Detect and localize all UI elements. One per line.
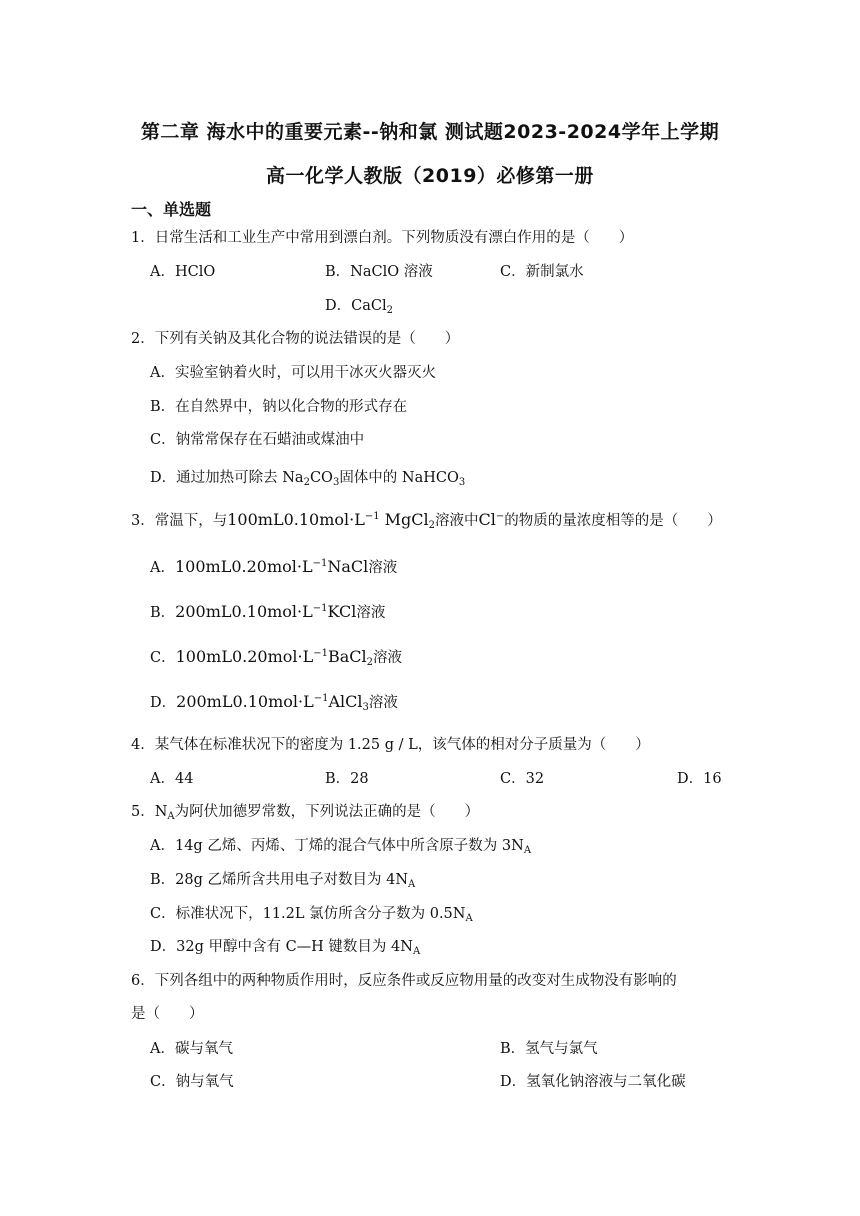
q1-d-text: D．CaCl (325, 298, 387, 314)
question-5-stem (131, 800, 479, 822)
question-2-option-b: B．在自然界中，钠以化合物的形式存在 (150, 399, 408, 415)
question-1-stem: 1．日常生活和工业生产中常用到漂白剂。下列物质没有漂白作用的是（ ） (131, 230, 634, 246)
question-6-option-a: A．碳与氧气 (150, 1041, 233, 1057)
q3-d-sub: AlCl (328, 692, 363, 711)
question-2-option-d (150, 466, 465, 488)
title-line-2: 高一化学人教版（2019）必修第一册 (266, 165, 594, 187)
question-6-stem-line-2: 是（ ） (131, 1006, 204, 1022)
q3-d-pre: D． (150, 695, 177, 711)
question-1-option-c: C．新制氯水 (500, 264, 584, 280)
q2-d-mid2: 固体中的 NaHCO (339, 470, 459, 486)
q3-d-sup: −1 (313, 693, 329, 704)
q5-b-sub: A (408, 879, 416, 890)
q3-c-pre: C． (150, 650, 176, 666)
q3-stem-pre: 3．常温下，与 (131, 513, 228, 529)
question-4-stem: 4．某气体在标准状况下的密度为 1.25 g / L，该气体的相对分子质量为（ ） (131, 737, 650, 753)
q3-stem-clsup: − (495, 511, 505, 522)
question-2-stem: 2．下列有关钠及其化合物的说法错误的是（ ） (131, 331, 460, 347)
q3-stem-post: 的物质的量浓度相等的是（ ） (504, 513, 722, 529)
q3-b-post: 溶液 (356, 605, 386, 621)
q3-stem-sup: −1 (364, 511, 380, 522)
q3-stem-mgsub: 2 (428, 520, 436, 531)
q2-d-pre: D．通过加热可除去 Na (150, 470, 304, 486)
q3-a-post: 溶液 (368, 560, 398, 576)
q5-stem-sub: A (167, 811, 175, 822)
q3-a-sup: −1 (312, 558, 328, 569)
q3-c-s: 2 (366, 657, 373, 668)
q5-c-text: C．标准状况下，11.2L 氯仿所含分子数为 0.5N (150, 906, 466, 922)
question-3-option-c (150, 646, 402, 668)
q2-d-mid1: CO (309, 470, 333, 486)
q5-stem-post: 为阿伏加德罗常数，下列说法正确的是（ ） (174, 804, 480, 820)
q3-d-conc: 200mL0.10mol·L (176, 692, 314, 711)
question-5-option-d (150, 935, 420, 957)
q5-d-sub: A (412, 946, 421, 957)
question-1-option-b: B．NaClO 溶液 (325, 264, 433, 280)
question-6-option-d: D．氢氧化钠溶液与二氧化碳 (500, 1074, 686, 1090)
q3-c-post: 溶液 (372, 650, 402, 666)
q5-a-sub: A (523, 845, 532, 856)
q2-d-s1: 2 (303, 477, 310, 488)
question-6-option-c: C．钠与氧气 (150, 1074, 234, 1090)
question-2-option-c: C．钠常常保存在石蜡油或煤油中 (150, 432, 365, 448)
question-6-option-b: B．氢气与氯气 (500, 1041, 598, 1057)
question-3-option-d (150, 691, 398, 713)
question-6-stem-line-1: 6．下列各组中的两种物质作用时，反应条件或反应物用量的改变对生成物没有影响的 (131, 973, 677, 989)
q2-d-s3: 3 (458, 477, 466, 488)
question-1-option-d (325, 294, 393, 316)
question-3-stem (131, 509, 722, 531)
question-2-option-a: A．实验室钠着火时，可以用干冰灭火器灭火 (150, 365, 436, 381)
question-4-option-a: A．44 (150, 771, 194, 787)
q3-c-sup: −1 (313, 648, 328, 659)
q5-a-text: A．14g 乙烯、丙烯、丁烯的混合气体中所含原子数为 3N (150, 838, 524, 854)
section-heading: 一、单选题 (131, 200, 212, 219)
question-5-option-a (150, 834, 531, 856)
q2-d-s2: 3 (332, 477, 340, 488)
q3-stem-conc: 100mL0.10mol·L (227, 510, 365, 529)
q3-stem-cl: Cl (478, 510, 496, 529)
q3-c-conc: 100mL0.20mol·L (175, 647, 314, 666)
question-1-option-a: A．HClO (150, 264, 216, 280)
question-5-option-b (150, 868, 415, 890)
question-4-option-d: D．16 (677, 771, 722, 787)
q5-c-sub: A (465, 913, 473, 924)
q3-a-pre: A． (150, 560, 175, 576)
q5-stem: 5．N (131, 804, 168, 820)
q3-b-pre: B． (150, 605, 176, 621)
q3-d-post: 溶液 (368, 695, 398, 711)
q3-b-sup: −1 (312, 603, 328, 614)
q5-b-text: B．28g 乙烯所含共用电子对数目为 4N (150, 872, 409, 888)
q3-a-sub: NaCl (327, 557, 369, 576)
q3-a-conc: 100mL0.20mol·L (174, 557, 313, 576)
question-3-option-a (150, 556, 397, 577)
q3-d-s: 3 (362, 702, 369, 713)
q3-b-sub: KCl (327, 602, 357, 621)
q3-b-conc: 200mL0.10mol·L (175, 602, 313, 621)
question-3-option-b (150, 601, 385, 622)
q3-stem-mg: MgCl (379, 510, 429, 529)
q3-c-sub: BaCl (327, 647, 367, 666)
q3-stem-mid: 溶液中 (435, 513, 479, 529)
question-4-option-b: B．28 (325, 771, 369, 787)
question-4-option-c: C．32 (500, 771, 545, 787)
q1-d-sub: 2 (386, 305, 393, 316)
question-5-option-c (150, 902, 473, 924)
q5-d-text: D．32g 甲醇中含有 C—H 键数目为 4N (150, 939, 413, 955)
title-line-1: 第二章 海水中的重要元素--钠和氯 测试题2023-2024学年上学期 (140, 121, 720, 143)
